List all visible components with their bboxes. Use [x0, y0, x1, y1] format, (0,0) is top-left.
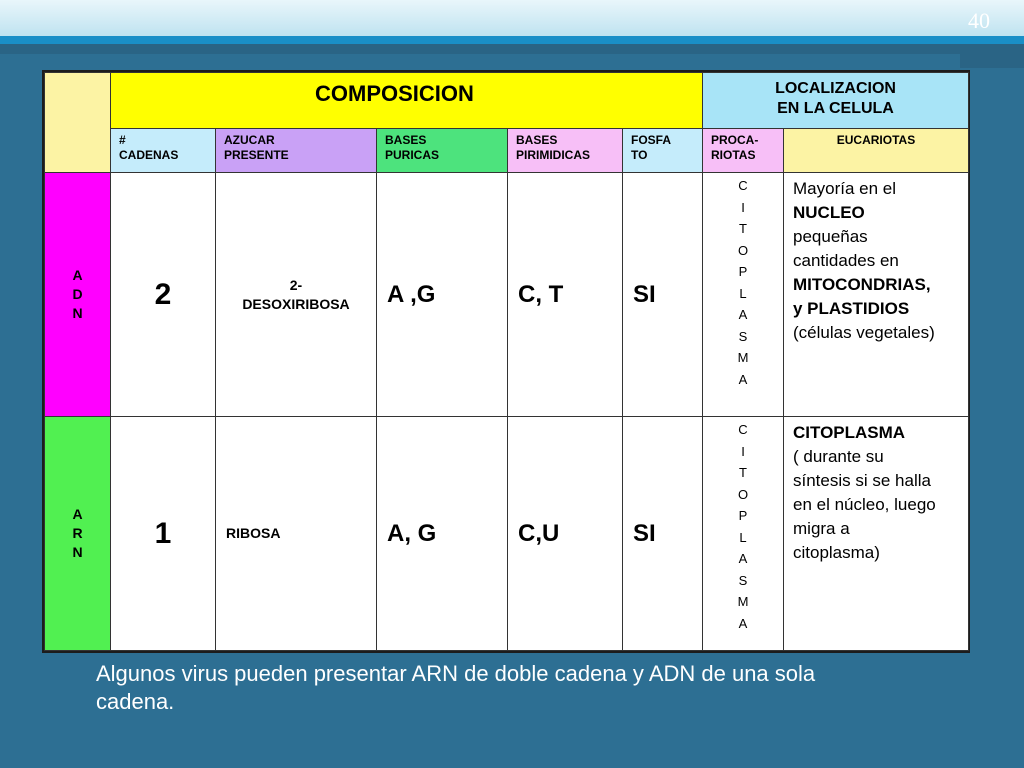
adn-procariotas-letter: O: [737, 242, 749, 258]
arn-euk-line: [793, 421, 962, 445]
subheader-eucariotas-label: EUCARIOTAS: [836, 133, 916, 147]
arn-pirimidinas: C,U: [508, 417, 623, 651]
subheader-cadenas-line1: #: [119, 133, 126, 147]
arn-procariotas-letter: C: [738, 422, 748, 437]
subheader-cadenas: [111, 129, 216, 173]
table-row-arn: [45, 417, 969, 651]
subheader-fosfato-line2: TO: [631, 148, 648, 162]
comparison-table: [42, 70, 970, 653]
adn-azucar: [216, 173, 377, 417]
adn-procariotas-letter: S: [738, 328, 748, 344]
adn-procariotas-letter: L: [739, 285, 747, 301]
adn-procariotas: [703, 173, 784, 417]
row-label-arn: [45, 417, 111, 651]
adn-euk-line: Mayoría en el: [793, 179, 896, 198]
subheader-procariotas: [703, 129, 784, 173]
arn-fosfato: SI: [623, 417, 703, 651]
row-label-letter: N: [72, 305, 83, 321]
subheader-pirimidinas-line1: BASES: [516, 133, 558, 147]
adn-procariotas-letter: M: [737, 350, 749, 365]
localizacion-line2: EN LA CELULA: [777, 100, 894, 117]
corner-cell: [45, 73, 111, 173]
footnote-line1: Algunos virus pueden presentar ARN de doble cadena y ADN de una sola: [96, 661, 816, 686]
composicion-header: [111, 73, 703, 129]
adn-pirimidinas: C, T: [508, 173, 623, 417]
arn-procariotas-letter: I: [741, 443, 745, 459]
adn-cadenas: 2: [111, 173, 216, 417]
row-label-letter: R: [72, 525, 83, 541]
adn-procariotas-letter: A: [738, 307, 748, 322]
adn-euk-line: [793, 297, 962, 321]
adn-fosfato: SI: [623, 173, 703, 417]
top-stripe: [0, 36, 1024, 44]
adn-euk-line: pequeñas: [793, 227, 868, 246]
subheader-fosfato-line1: FOSFA: [631, 133, 672, 147]
footnote-line2: cadena.: [96, 689, 175, 714]
subheader-purinas-line1: BASES: [385, 133, 427, 147]
row-label-letter: A: [72, 267, 83, 283]
adn-euk-plastidios: y PLASTIDIOS: [793, 299, 910, 318]
top-dark-band: [0, 44, 1024, 54]
subheader-azucar: [216, 129, 377, 173]
row-label-letter: N: [72, 544, 83, 560]
subheader-purinas: [377, 129, 508, 173]
adn-procariotas-letter: A: [738, 371, 748, 387]
subheader-cadenas-line2: CADENAS: [119, 148, 179, 162]
localizacion-header: [703, 73, 969, 129]
adn-procariotas-letter: I: [741, 199, 745, 215]
adn-euk-line: (células vegetales): [793, 323, 935, 342]
localizacion-line1: LOCALIZACION: [775, 80, 896, 97]
corner-accent: [960, 44, 1024, 68]
subheader-pirimidinas: [508, 129, 623, 173]
arn-procariotas: [703, 417, 784, 651]
table-row-adn: [45, 173, 969, 417]
subheader-eucariotas: [784, 129, 969, 173]
arn-procariotas-letter: L: [739, 529, 747, 545]
arn-purinas: A, G: [377, 417, 508, 651]
subheader-fosfato: [623, 129, 703, 173]
subheader-azucar-line2: PRESENTE: [224, 148, 289, 162]
arn-euk-line: migra a: [793, 519, 850, 538]
arn-euk-line: citoplasma): [793, 543, 880, 562]
arn-procariotas-letter: O: [737, 486, 749, 502]
adn-procariotas-letter: P: [738, 264, 748, 279]
arn-procariotas-letter: S: [738, 572, 748, 588]
subheader-azucar-line1: AZUCAR: [224, 133, 275, 147]
adn-azucar-line2: DESOXIRIBOSA: [242, 295, 350, 312]
adn-azucar-line1: 2-: [289, 276, 303, 293]
arn-azucar: RIBOSA: [216, 417, 377, 651]
adn-euk-line: [793, 273, 962, 297]
adn-euk-line: [793, 201, 962, 225]
arn-procariotas-letter: A: [738, 615, 748, 631]
arn-procariotas-letter: P: [738, 508, 748, 523]
arn-euk-line: síntesis si se halla: [793, 471, 931, 490]
adn-purinas: A ,G: [377, 173, 508, 417]
adn-euk-line: cantidades en: [793, 251, 899, 270]
row-label-letter: D: [72, 286, 83, 302]
arn-eucariotas: [784, 417, 969, 651]
localizacion-title: [703, 73, 968, 119]
arn-procariotas-letter: T: [739, 465, 747, 480]
subheader-procariotas-line1: PROCA-: [711, 133, 759, 147]
footnote: [96, 660, 976, 716]
top-band: [0, 0, 1024, 36]
row-label-letter: A: [72, 506, 83, 522]
subheader-pirimidinas-line2: PIRIMIDICAS: [516, 148, 591, 162]
adn-eucariotas: [784, 173, 969, 417]
adn-procariotas-letter: T: [739, 221, 747, 236]
slide-number: 40: [968, 8, 990, 33]
arn-procariotas-letter: A: [738, 551, 748, 566]
subheader-purinas-line2: PURICAS: [385, 148, 440, 162]
adn-euk-nucleo: NUCLEO: [793, 203, 865, 222]
composicion-title: COMPOSICION: [315, 81, 474, 106]
arn-euk-line: ( durante su: [793, 447, 884, 466]
arn-euk-citoplasma: CITOPLASMA: [793, 423, 906, 442]
arn-cadenas: 1: [111, 417, 216, 651]
arn-procariotas-letter: M: [737, 594, 749, 609]
subheader-procariotas-line2: RIOTAS: [711, 148, 756, 162]
row-label-adn: [45, 173, 111, 417]
arn-euk-line: en el núcleo, luego: [793, 495, 936, 514]
adn-procariotas-letter: C: [738, 178, 748, 193]
adn-euk-mitocondrias: MITOCONDRIAS,: [793, 275, 931, 294]
